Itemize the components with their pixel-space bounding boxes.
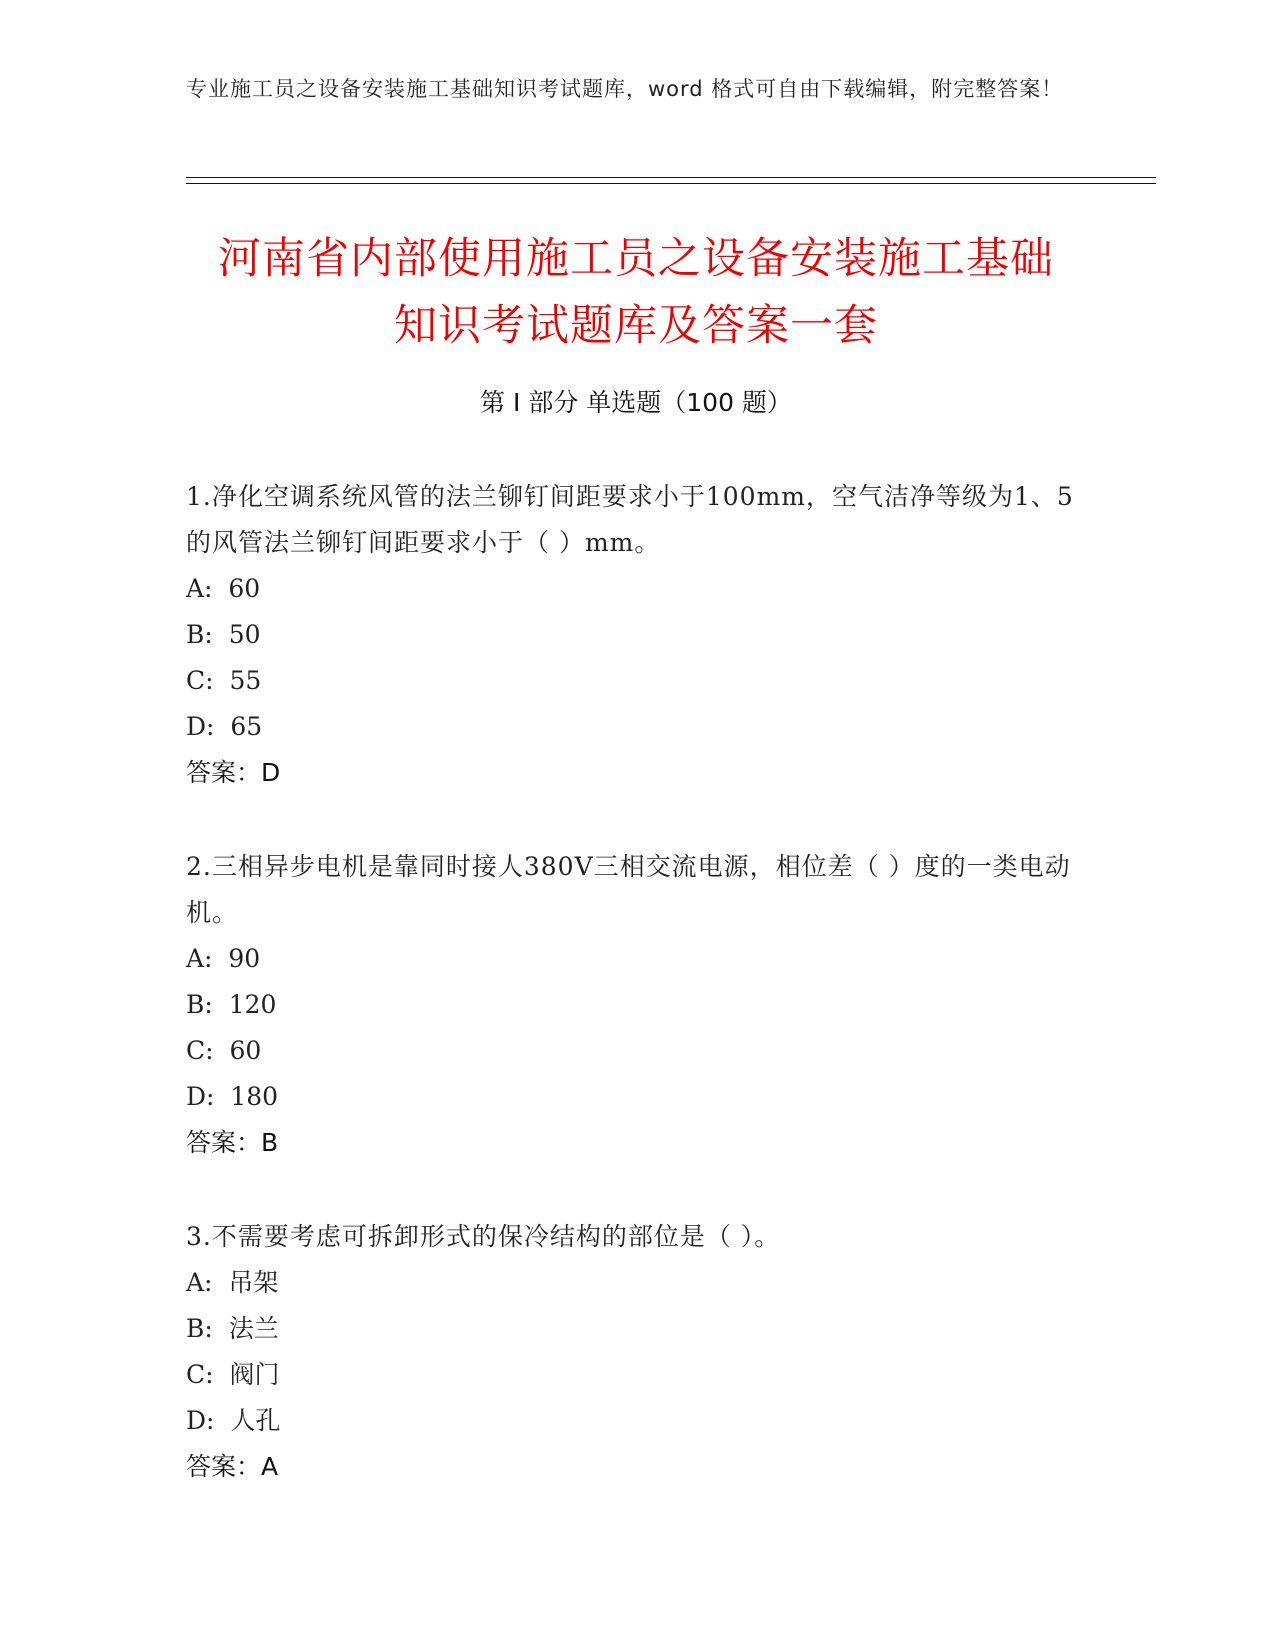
answer: 答案：D [186, 758, 281, 787]
option-a: A: 60 [186, 574, 261, 603]
answer: 答案：B [186, 1128, 279, 1157]
question-3 [186, 1214, 1086, 1490]
option-d: D: 人孔 [186, 1406, 281, 1435]
option-d: D: 65 [186, 712, 263, 741]
option-c: C: 55 [186, 666, 262, 695]
option-b: B: 法兰 [186, 1314, 279, 1343]
option-a: A: 90 [186, 944, 261, 973]
header-note: 专业施工员之设备安装施工基础知识考试题库，word 格式可自由下载编辑，附完整答案！ [186, 77, 1064, 101]
question-stem: 3.不需要考虑可拆卸形式的保冷结构的部位是（ ）。 [186, 1222, 781, 1251]
question-1 [186, 474, 1086, 796]
option-d: D: 180 [186, 1082, 279, 1111]
header-divider-top [186, 177, 1156, 178]
option-b: B: 50 [186, 620, 261, 649]
option-c: C: 阀门 [186, 1360, 280, 1389]
question-2 [186, 844, 1086, 1166]
option-b: B: 120 [186, 990, 277, 1019]
question-list [186, 474, 1086, 1538]
question-stem: 2.三相异步电机是靠同时接人380V三相交流电源，相位差（ ）度的一类电动机。 [186, 852, 1071, 927]
document-title [186, 226, 1086, 360]
question-stem: 1.净化空调系统风管的法兰铆钉间距要求小于100mm，空气洁净等级为1、5的风管法兰铆钉间距要求小于（ ）mm。 [186, 482, 1074, 557]
option-c: C: 60 [186, 1036, 262, 1065]
header-divider-bottom [186, 183, 1156, 184]
title-line-2: 知识考试题库及答案一套 [394, 301, 878, 351]
title-line-1: 河南省内部使用施工员之设备安装施工基础 [218, 234, 1054, 284]
option-a: A: 吊架 [186, 1268, 279, 1297]
answer: 答案：A [186, 1452, 279, 1481]
section-title: 第 I 部分 单选题（100 题） [480, 388, 792, 417]
